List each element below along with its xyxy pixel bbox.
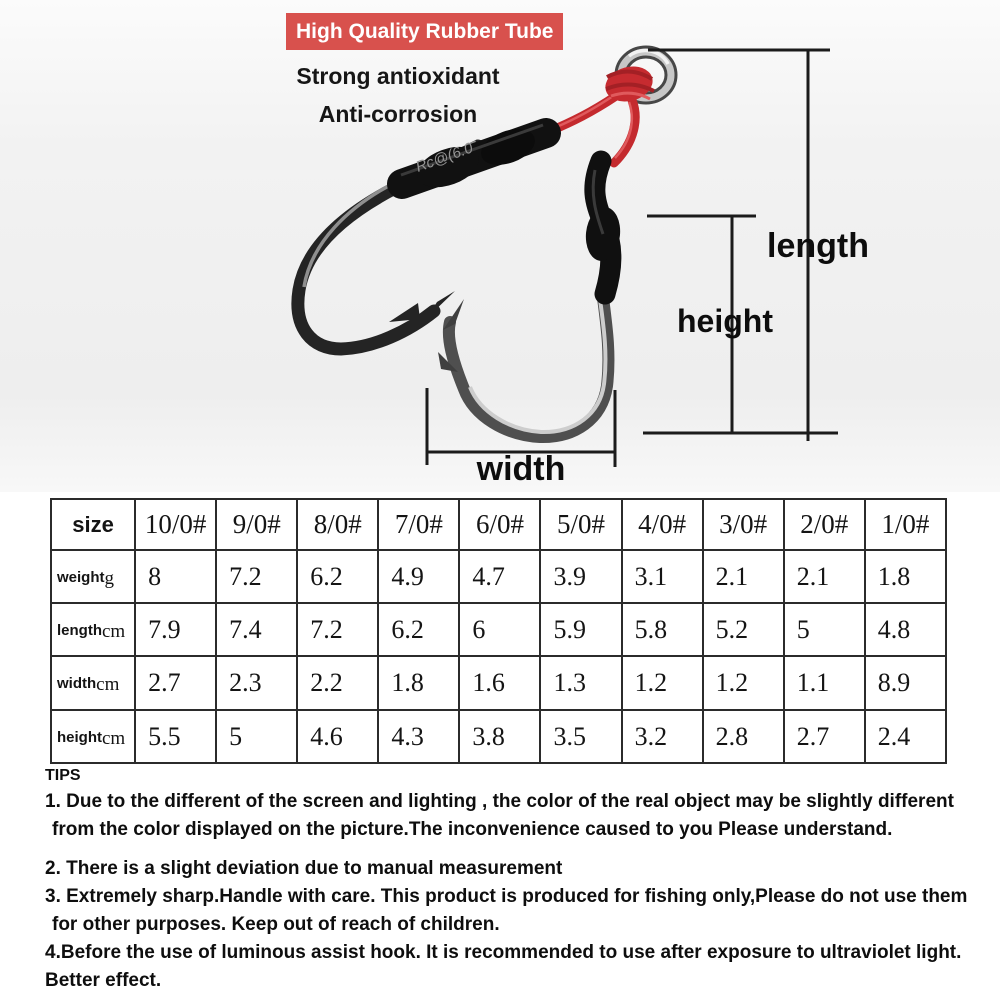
width-label: width — [476, 450, 566, 488]
table-row-height — [51, 710, 946, 763]
cell-value: 2.2 — [297, 656, 378, 710]
cell-value: 7.2 — [216, 550, 297, 603]
cell-value: 2.4 — [865, 710, 946, 763]
size-col-header: 9/0# — [216, 499, 297, 550]
cell-value: 3.2 — [622, 710, 703, 763]
cell-value: 2.7 — [784, 710, 865, 763]
cell-value: 4.8 — [865, 603, 946, 656]
cell-value: 2.3 — [216, 656, 297, 710]
cell-value: 6.2 — [378, 603, 459, 656]
cell-value: 8.9 — [865, 656, 946, 710]
cell-value: 4.9 — [378, 550, 459, 603]
table-header-row — [51, 499, 946, 550]
cell-value: 3.8 — [459, 710, 540, 763]
cell-value: 1.6 — [459, 656, 540, 710]
cell-value: 2.1 — [703, 550, 784, 603]
cell-value: 1.8 — [865, 550, 946, 603]
tip-line: from the color displayed on the picture.The inconvenience caused to you Please understand. — [52, 819, 893, 840]
tips-heading: TIPS — [45, 767, 81, 784]
tube-marking-text: Rc@(6.0 — [413, 139, 476, 176]
hook-barb — [389, 303, 420, 322]
tip-line: for other purposes. Keep out of reach of children. — [52, 914, 500, 935]
size-col-header: 4/0# — [622, 499, 703, 550]
title-banner: High Quality Rubber Tube — [286, 13, 563, 50]
size-col-header: 10/0# — [135, 499, 216, 550]
cell-value: 4.3 — [378, 710, 459, 763]
cell-value: 2.1 — [784, 550, 865, 603]
size-col-header: 7/0# — [378, 499, 459, 550]
cell-value: 4.7 — [459, 550, 540, 603]
size-corner-cell: size — [51, 499, 135, 550]
cell-value: 5 — [784, 603, 865, 656]
rubber-tube-main — [401, 122, 546, 194]
tips-section — [45, 767, 995, 995]
assist-cord — [548, 94, 635, 163]
tip-line: 1. Due to the different of the screen and lighting , the color of the real object may be slightly different — [45, 791, 954, 812]
cell-value: 2.8 — [703, 710, 784, 763]
tip-line: 2. There is a slight deviation due to manual measurement — [45, 858, 563, 879]
table-row-width — [51, 656, 946, 710]
cell-value: 5.2 — [703, 603, 784, 656]
size-col-header: 2/0# — [784, 499, 865, 550]
second-hook — [438, 290, 608, 437]
tip-line: Better effect. — [45, 970, 162, 991]
cell-value: 3.5 — [540, 710, 621, 763]
size-col-header: 3/0# — [703, 499, 784, 550]
length-label: length — [767, 227, 869, 265]
cell-value: 1.2 — [703, 656, 784, 710]
row-label-height: heightcm — [51, 710, 135, 763]
cell-value: 1.3 — [540, 656, 621, 710]
row-label-weight: weightg — [51, 550, 135, 603]
size-col-header: 6/0# — [459, 499, 540, 550]
cell-value: 5.5 — [135, 710, 216, 763]
cell-value: 1.2 — [622, 656, 703, 710]
cell-value: 7.2 — [297, 603, 378, 656]
cell-value: 4.6 — [297, 710, 378, 763]
cell-value: 2.7 — [135, 656, 216, 710]
cell-value: 1.8 — [378, 656, 459, 710]
cell-value: 6 — [459, 603, 540, 656]
row-label-width: widthcm — [51, 656, 135, 710]
cell-value: 5.8 — [622, 603, 703, 656]
cell-value: 5 — [216, 710, 297, 763]
size-table — [50, 498, 947, 764]
cell-value: 5.9 — [540, 603, 621, 656]
size-col-header: 5/0# — [540, 499, 621, 550]
table-row-length — [51, 603, 946, 656]
cell-value: 7.4 — [216, 603, 297, 656]
size-col-header: 1/0# — [865, 499, 946, 550]
height-label: height — [677, 303, 773, 339]
cell-value: 3.1 — [622, 550, 703, 603]
tip-line: 3. Extremely sharp.Handle with care. This product is produced for fishing only,Please do not use them — [45, 886, 968, 907]
tip-line: 4.Before the use of luminous assist hook. It is recommended to use after exposure to ultraviolet light. — [45, 942, 962, 963]
cell-value: 7.9 — [135, 603, 216, 656]
feature-text-anticorrosion: Anti-corrosion — [318, 101, 478, 127]
row-label-length: lengthcm — [51, 603, 135, 656]
size-col-header: 8/0# — [297, 499, 378, 550]
cell-value: 6.2 — [297, 550, 378, 603]
cell-value: 3.9 — [540, 550, 621, 603]
table-row-weight — [51, 550, 946, 603]
feature-text-antioxidant: Strong antioxidant — [296, 63, 500, 89]
cell-value: 8 — [135, 550, 216, 603]
rubber-tube-second — [583, 161, 622, 294]
cell-value: 1.1 — [784, 656, 865, 710]
